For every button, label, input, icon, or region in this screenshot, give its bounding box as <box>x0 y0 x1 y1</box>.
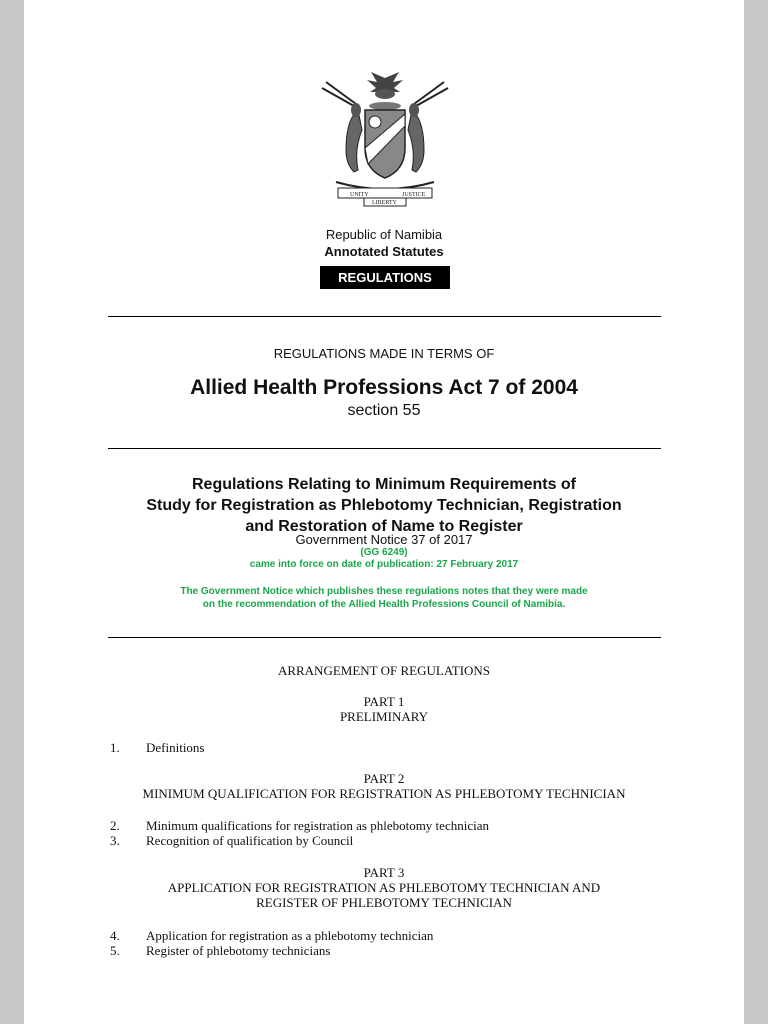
divider <box>108 637 661 638</box>
regulation-title-line: and Restoration of Name to Register <box>245 518 523 535</box>
part-title: REGISTER OF PHLEBOTOMY TECHNICIAN <box>256 895 512 910</box>
divider <box>108 448 661 449</box>
section-label: section 55 <box>347 402 421 419</box>
part-heading <box>24 865 744 910</box>
toc-item-text: Minimum qualifications for registration as phlebotomy technician <box>146 818 489 833</box>
namibia-coat-of-arms-icon <box>318 70 452 210</box>
toc-item-text: Register of phlebotomy technicians <box>146 943 331 958</box>
act-title: Allied Health Professions Act 7 of 2004 <box>190 376 578 399</box>
toc-item-text: Definitions <box>146 740 205 755</box>
part-number: PART 2 <box>363 771 405 786</box>
document-page <box>24 0 744 1024</box>
made-in-terms-label: REGULATIONS MADE IN TERMS OF <box>273 346 495 361</box>
toc-item <box>110 740 205 756</box>
toc-item-text: Recognition of qualification by Council <box>146 833 354 848</box>
toc-item-number: 4. <box>110 928 120 943</box>
gazette-reference: (GG 6249) <box>360 547 408 558</box>
toc-item <box>110 928 433 944</box>
svg-text:UNITY: UNITY <box>350 192 369 198</box>
toc-item-number: 3. <box>110 833 120 848</box>
note-line: on the recommendation of the Allied Health Professions Council of Namibia. <box>202 599 566 610</box>
part-title: APPLICATION FOR REGISTRATION AS PHLEBOTOMY TECHNICIAN AND <box>167 880 601 895</box>
recommendation-note <box>24 585 744 611</box>
series-title: Annotated Statutes <box>324 244 444 259</box>
government-notice: Government Notice 37 of 2017 <box>295 532 473 547</box>
toc-item <box>110 833 353 849</box>
part-number: PART 3 <box>363 865 405 880</box>
toc-item <box>110 818 489 834</box>
note-line: The Government Notice which publishes these regulations notes that they were made <box>180 586 588 597</box>
toc-item <box>110 943 330 959</box>
part-title: MINIMUM QUALIFICATION FOR REGISTRATION AS PHLEBOTOMY TECHNICIAN <box>142 786 626 801</box>
divider <box>108 316 661 317</box>
arrangement-heading: ARRANGEMENT OF REGULATIONS <box>277 663 491 678</box>
regulations-badge: REGULATIONS <box>320 266 450 289</box>
toc-item-number: 1. <box>110 740 120 755</box>
commencement-note: came into force on date of publication: 27 February 2017 <box>249 559 519 570</box>
country-name: Republic of Namibia <box>325 227 443 242</box>
part-heading <box>24 771 744 801</box>
svg-text:LIBERTY: LIBERTY <box>372 200 397 206</box>
part-heading <box>24 694 744 724</box>
regulation-title-line: Study for Registration as Phlebotomy Technician, Registration <box>146 497 622 514</box>
toc-item-text: Application for registration as a phlebotomy technician <box>146 928 434 943</box>
toc-item-number: 5. <box>110 943 120 958</box>
regulation-title <box>24 474 744 537</box>
toc-item-number: 2. <box>110 818 120 833</box>
part-number: PART 1 <box>363 694 405 709</box>
part-title: PRELIMINARY <box>339 709 429 724</box>
regulation-title-line: Regulations Relating to Minimum Requirements of <box>191 476 577 493</box>
svg-text:JUSTICE: JUSTICE <box>402 192 426 198</box>
